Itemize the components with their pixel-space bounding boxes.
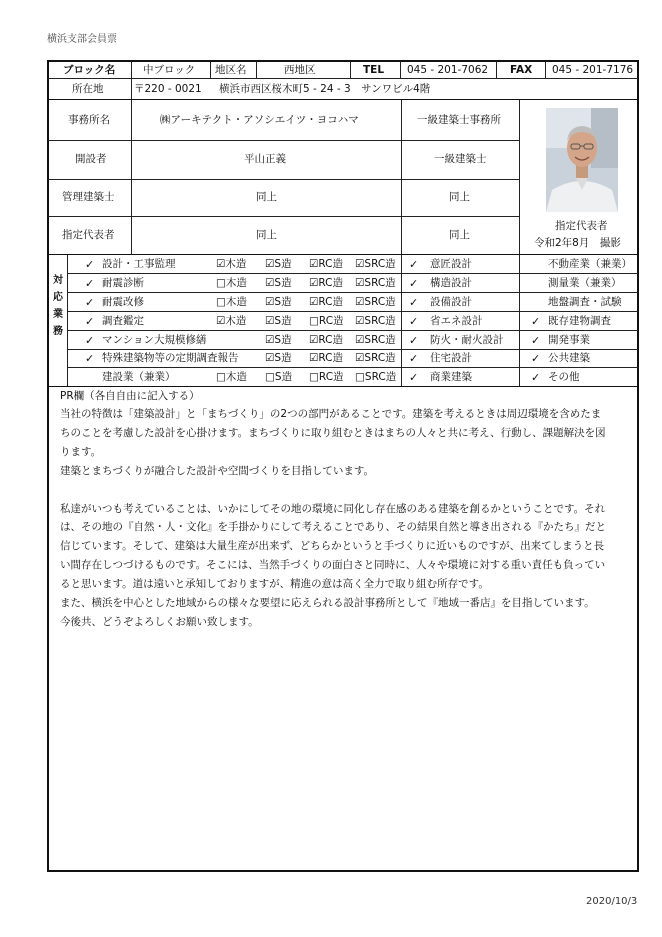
services-label-char: 業 xyxy=(53,309,63,320)
cell-divider xyxy=(131,61,132,78)
services-label-char: 対 xyxy=(53,275,63,286)
service-row-divider xyxy=(67,367,638,368)
block-label: ブロック名 xyxy=(63,64,116,76)
structure-steel: □S造 xyxy=(265,371,293,383)
service-name: マンション大規模修繕 xyxy=(102,334,207,346)
row-divider xyxy=(48,179,519,180)
structure-src: ☑SRC造 xyxy=(355,296,396,308)
service-check-2: ✓ xyxy=(409,371,419,384)
service-name-2: 構造設計 xyxy=(430,277,472,289)
pr-line: ると思います。道は遠いと承知しておりますが、精進の意は高く全力で取り組む所存です。 xyxy=(60,578,489,591)
service-check-2: ✓ xyxy=(409,296,419,309)
service-check-3: ✓ xyxy=(531,371,541,384)
district-label: 地区名 xyxy=(215,64,247,76)
service-name-3: その他 xyxy=(548,371,580,383)
service-check-2: ✓ xyxy=(409,315,419,328)
service-check-2: ✓ xyxy=(409,277,419,290)
structure-rc: ☑RC造 xyxy=(309,334,344,346)
service-name: 耐震改修 xyxy=(102,296,144,308)
cell-divider xyxy=(131,100,132,254)
pr-title: PR欄（各自自由に記入する） xyxy=(60,390,200,402)
row-divider xyxy=(48,78,638,79)
services-label xyxy=(52,272,64,340)
service-name: 特殊建築物等の定期調査報告 xyxy=(102,352,239,364)
cell-divider xyxy=(400,61,401,78)
pr-line: 信じています。そして、建築は大量生産が出来ず、どちらかというと手づくりに近いものですが、出来てしまうと長 xyxy=(60,540,605,553)
photo-caption-date: 令和2年8月 撮影 xyxy=(534,237,621,249)
service-row-divider xyxy=(67,273,638,274)
cell-divider xyxy=(210,61,211,78)
office-type: 一級建築士事務所 xyxy=(417,114,501,126)
pr-line: は、その地の『自然・人・文化』を手掛かりにして考えることであり、その結果自然と導き出される『かたち』だと xyxy=(60,521,606,534)
tel-value: 045 - 201-7062 xyxy=(407,64,489,76)
service-name-3: 不動産業（兼業） xyxy=(548,258,632,270)
office-name: ㈱アーキテクト・アソシエイツ・ヨコハマ xyxy=(160,114,359,126)
pr-text xyxy=(60,405,630,632)
structure-src: ☑SRC造 xyxy=(355,352,396,364)
structure-src: ☑SRC造 xyxy=(355,334,396,346)
service-name: 耐震診断 xyxy=(102,277,144,289)
address-value: 横浜市西区桜木町5 - 24 - 3 サンワビル4階 xyxy=(219,83,431,95)
services-label-char: 応 xyxy=(53,292,63,303)
cell-divider xyxy=(67,255,68,386)
footer-date: 2020/10/3 xyxy=(586,896,638,907)
pr-line xyxy=(60,481,630,500)
structure-src: ☑SRC造 xyxy=(355,315,396,327)
services-label-char: 務 xyxy=(53,326,63,337)
pr-line: 建築とまちづくりが融合した設計や空間づくりを目指しています。 xyxy=(60,464,375,477)
row-divider xyxy=(48,386,638,387)
structure-steel: ☑S造 xyxy=(265,296,292,308)
block-value: 中ブロック xyxy=(143,64,196,76)
cell-divider xyxy=(519,100,520,254)
manager-label: 管理建築士 xyxy=(62,191,115,203)
structure-wood: ☑木造 xyxy=(216,258,247,270)
fax-label: FAX xyxy=(510,64,533,76)
cell-divider xyxy=(496,61,497,78)
structure-wood: □木造 xyxy=(216,371,247,383)
photo-caption-title: 指定代表者 xyxy=(555,220,608,232)
cell-divider xyxy=(545,61,546,78)
service-name: 調査鑑定 xyxy=(102,315,144,327)
founder-name: 平山正義 xyxy=(244,153,286,165)
pr-line: 私達がいつも考えていることは、いかにしてその地の環境に同化し存在感のある建築を創るかということです。それ xyxy=(60,502,606,515)
service-row-divider xyxy=(67,349,638,350)
structure-wood: □木造 xyxy=(216,296,247,308)
cell-divider xyxy=(256,61,257,78)
structure-rc: □RC造 xyxy=(309,371,344,383)
cell-divider xyxy=(401,100,402,254)
manager-qual: 同上 xyxy=(449,191,470,203)
structure-wood: □木造 xyxy=(216,277,247,289)
service-row-divider xyxy=(67,330,638,331)
cell-divider xyxy=(401,255,402,386)
service-name-2: 商業建築 xyxy=(430,371,472,383)
service-check-3: ✓ xyxy=(531,352,541,365)
pr-line: ります。 xyxy=(60,445,102,458)
pr-line: 当社の特徴は「建築設計」と「まちづくり」の2つの部門があることです。建築を考えるときは周辺環境を含めたま xyxy=(60,408,602,420)
service-name: 設計・工事監理 xyxy=(102,258,176,270)
structure-steel: ☑S造 xyxy=(265,334,292,346)
structure-src: ☑SRC造 xyxy=(355,277,396,289)
office-label: 事務所名 xyxy=(68,114,110,126)
service-row-divider xyxy=(67,292,638,293)
address-label: 所在地 xyxy=(72,83,104,95)
structure-rc: ☑RC造 xyxy=(309,352,344,364)
service-name-3: 地盤調査・試験 xyxy=(548,296,622,308)
service-name-3: 公共建築 xyxy=(548,352,590,364)
rep-label: 指定代表者 xyxy=(62,229,115,241)
rep-name: 同上 xyxy=(256,229,277,241)
service-name-2: 意匠設計 xyxy=(430,258,472,270)
structure-rc: □RC造 xyxy=(309,315,344,327)
tel-label: TEL xyxy=(363,64,385,76)
founder-qual: 一級建築士 xyxy=(434,153,487,165)
service-check: ✓ xyxy=(85,296,95,309)
pr-line: ちのことを考慮した設計を心掛けます。まちづくりに取り組むときはまちの人々と共に考え、行動し、課題解決を図 xyxy=(60,426,606,439)
fax-value: 045 - 201-7176 xyxy=(552,64,634,76)
manager-name: 同上 xyxy=(256,191,277,203)
service-check-2: ✓ xyxy=(409,258,419,271)
cell-divider xyxy=(350,61,351,78)
structure-src: ☑SRC造 xyxy=(355,258,396,270)
representative-photo xyxy=(546,108,618,212)
service-name-3: 開発事業 xyxy=(548,334,590,346)
row-divider xyxy=(48,254,638,255)
form-title: 横浜支部会員票 xyxy=(47,34,117,45)
structure-wood: ☑木造 xyxy=(216,315,247,327)
structure-steel: ☑S造 xyxy=(265,315,292,327)
cell-divider xyxy=(519,255,520,386)
service-name-2: 防火・耐火設計 xyxy=(430,334,504,346)
service-check: ✓ xyxy=(85,352,95,365)
structure-rc: ☑RC造 xyxy=(309,258,344,270)
service-name-2: 住宅設計 xyxy=(430,352,472,364)
service-check-2: ✓ xyxy=(409,352,419,365)
service-name: 建設業（兼業） xyxy=(102,371,176,383)
row-divider xyxy=(48,99,638,100)
service-check: ✓ xyxy=(85,315,95,328)
service-name-3: 既存建物調査 xyxy=(548,315,611,327)
structure-steel: ☑S造 xyxy=(265,258,292,270)
postal-code: 〒220 - 0021 xyxy=(134,83,202,95)
service-check-3: ✓ xyxy=(531,334,541,347)
service-row-divider xyxy=(67,311,638,312)
structure-rc: ☑RC造 xyxy=(309,277,344,289)
structure-steel: ☑S造 xyxy=(265,277,292,289)
rep-qual: 同上 xyxy=(449,229,470,241)
pr-line: い間存在しつづけるものです。そこには、当然手づくりの面白さと同時に、人々や環境に対する重い責任も負ってい xyxy=(60,559,606,572)
service-name-2: 省エネ設計 xyxy=(430,315,483,327)
row-divider xyxy=(48,216,519,217)
pr-line: また、横浜を中心とした地域からの様々な要望に応えられる設計事務所として『地域一番店』を目指しています。 xyxy=(60,597,595,610)
service-check: ✓ xyxy=(85,334,95,347)
service-check: ✓ xyxy=(85,277,95,290)
service-name-2: 設備設計 xyxy=(430,296,472,308)
service-name-3: 測量業（兼業） xyxy=(548,277,622,289)
service-check-2: ✓ xyxy=(409,334,419,347)
service-check: ✓ xyxy=(85,258,95,271)
row-divider xyxy=(48,140,519,141)
service-check-3: ✓ xyxy=(531,315,541,328)
district-value: 西地区 xyxy=(284,64,316,76)
structure-steel: ☑S造 xyxy=(265,352,292,364)
cell-divider xyxy=(131,79,132,99)
structure-src: □SRC造 xyxy=(355,371,397,383)
structure-rc: ☑RC造 xyxy=(309,296,344,308)
founder-label: 開設者 xyxy=(75,153,107,165)
pr-line: 今後共、どうぞよろしくお願い致します。 xyxy=(60,615,259,628)
